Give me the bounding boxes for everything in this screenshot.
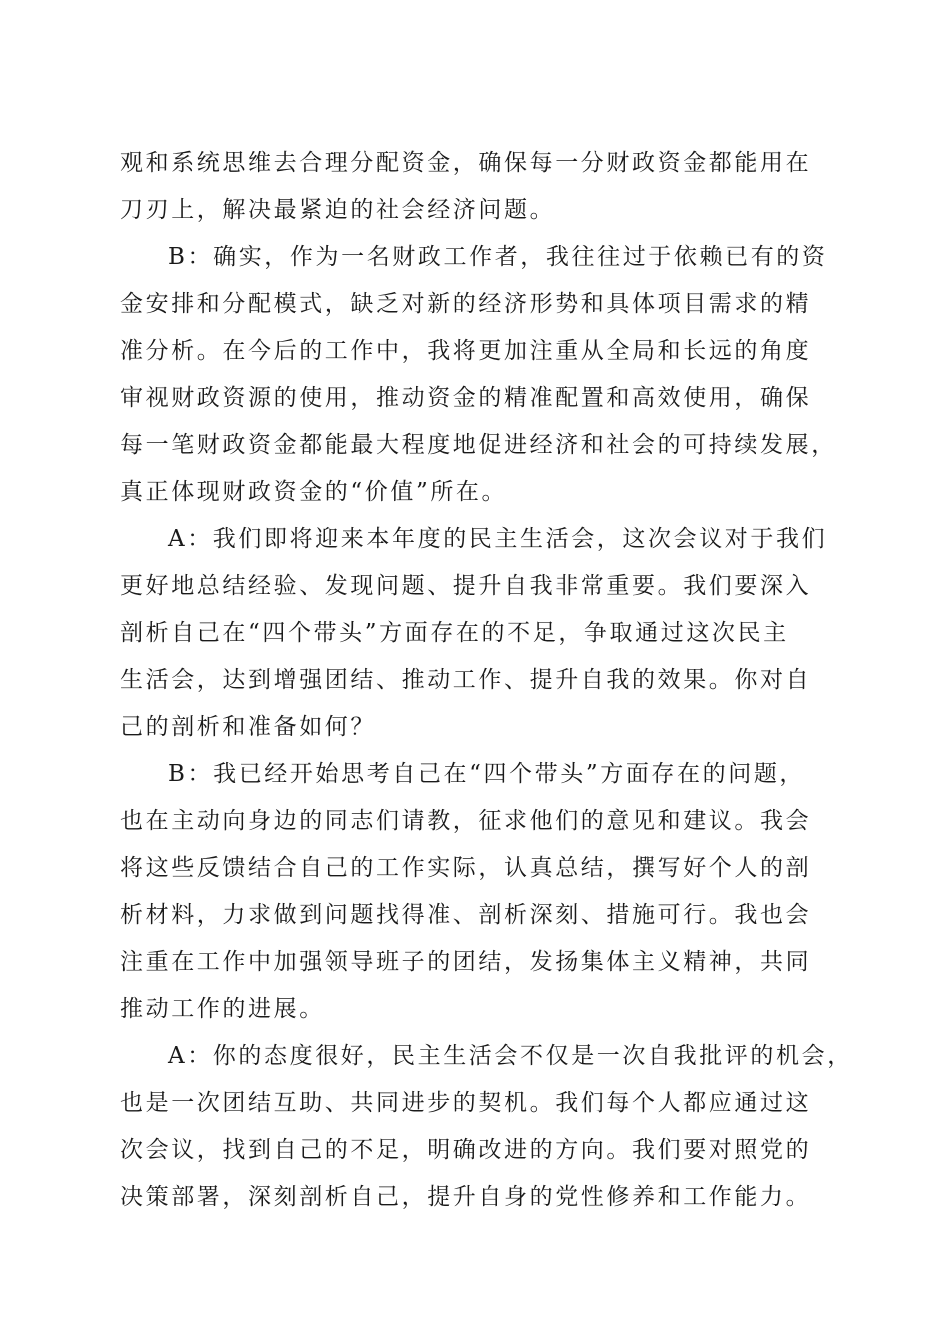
paragraph-start-line: A：你的态度很好，民主生活会不仅是一次自我批评的机会， [168, 1043, 853, 1069]
text-line: 也是一次团结互助、共同进步的契机。我们每个人都应通过这 [120, 1090, 812, 1116]
text-line: 次会议，找到自己的不足，明确改进的方向。我们要对照党的 [120, 1137, 812, 1163]
text-line: 金安排和分配模式，缺乏对新的经济形势和具体项目需求的精 [120, 291, 812, 317]
text-line: 决策部署，深刻剖析自己，提升自身的党性修养和工作能力。 [120, 1184, 812, 1210]
body-text [120, 140, 853, 1221]
text-line: 也在主动向身边的同志们请教，征求他们的意见和建议。我会 [120, 808, 812, 834]
paragraph-start-line: B：我已经开始思考自己在“四个带头”方面存在的问题， [168, 761, 806, 787]
text-line: 己的剖析和准备如何？ [120, 714, 376, 740]
text-line: 剖析自己在“四个带头”方面存在的不足，争取通过这次民主 [120, 620, 789, 646]
text-line: 注重在工作中加强领导班子的团结，发扬集体主义精神，共同 [120, 949, 812, 975]
text-line: 审视财政资源的使用，推动资金的精准配置和高效使用，确保 [120, 385, 812, 411]
text-line: 准分析。在今后的工作中，我将更加注重从全局和长远的角度 [120, 338, 812, 364]
text-line: 观和系统思维去合理分配资金，确保每一分财政资金都能用在 [120, 150, 812, 176]
text-line: 更好地总结经验、发现问题、提升自我非常重要。我们要深入 [120, 573, 812, 599]
text-line: 每一笔财政资金都能最大程度地促进经济和社会的可持续发展， [120, 432, 837, 458]
text-line: 生活会，达到增强团结、推动工作、提升自我的效果。你对自 [120, 667, 812, 693]
paragraph-start-line: B：确实，作为一名财政工作者，我往往过于依赖已有的资 [168, 244, 828, 270]
paragraph-start-line: A：我们即将迎来本年度的民主生活会，这次会议对于我们 [168, 526, 828, 552]
text-line: 真正体现财政资金的“价值”所在。 [120, 479, 508, 505]
text-line: 刀刃上，解决最紧迫的社会经济问题。 [120, 197, 556, 223]
text-line: 推动工作的进展。 [120, 996, 325, 1022]
text-line: 将这些反馈结合自己的工作实际，认真总结，撰写好个人的剖 [120, 855, 812, 881]
text-line: 析材料，力求做到问题找得准、剖析深刻、措施可行。我也会 [120, 902, 812, 928]
